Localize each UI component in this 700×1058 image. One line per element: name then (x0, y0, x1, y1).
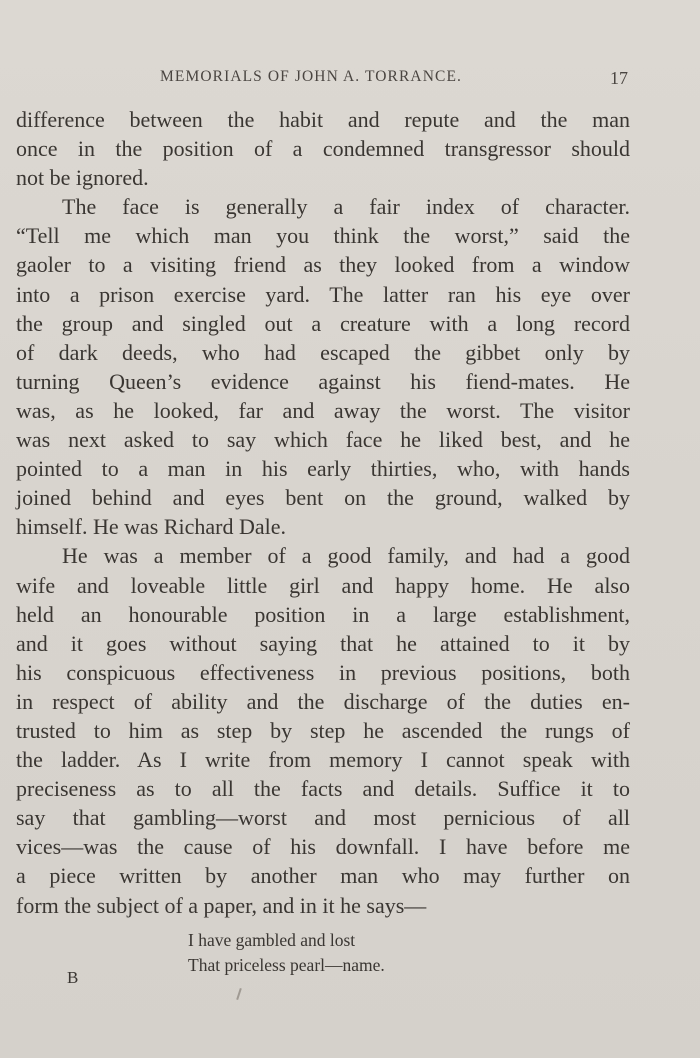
text-line: pointed to a man in his early thirties, who, with hands (16, 456, 630, 482)
page-header (16, 68, 628, 92)
text-line: was next asked to say which face he liked best, and he (16, 427, 630, 453)
text-line: held an honourable position in a large establishment, (16, 601, 630, 627)
text-line: a piece written by another man who may further on (16, 863, 630, 889)
text-line: vices—was the cause of his downfall. I have before me (16, 834, 630, 860)
text-line: He was a member of a good family, and had a good (62, 543, 630, 569)
text-line: himself. He was Richard Dale. (16, 514, 287, 540)
verse-line: I have gambled and lost (188, 930, 356, 950)
text-line: once in the position of a condemned transgressor should (16, 136, 630, 162)
text-line: not be ignored. (16, 165, 149, 191)
text-line: form the subject of a paper, and in it he says— (16, 892, 427, 918)
text-line: of dark deeds, who had escaped the gibbet only by (16, 339, 630, 365)
page-number: 17 (610, 68, 628, 88)
text-line: preciseness as to all the facts and details. Suffice it to (16, 776, 630, 802)
verse-quote (188, 928, 385, 978)
text-line: trusted to him as step by step he ascended the rungs of (16, 717, 630, 743)
text-line: wife and loveable little girl and happy home. He also (16, 572, 630, 598)
stray-mark (236, 988, 242, 1000)
text-line: say that gambling—worst and most pernicious of all (16, 805, 630, 831)
text-line: “Tell me which man you think the worst,” said the (16, 223, 630, 249)
text-line: joined behind and eyes bent on the ground, walked by (16, 485, 630, 511)
text-line: turning Queen’s evidence against his fiend-mates. He (16, 368, 630, 394)
text-line: the ladder. As I write from memory I cannot speak with (16, 747, 630, 773)
text-line: difference between the habit and repute and the man (16, 107, 630, 132)
text-line: The face is generally a fair index of character. (62, 194, 630, 220)
running-title: MEMORIALS OF JOHN A. TORRANCE. (160, 68, 462, 85)
verse-line: That priceless pearl—name. (188, 955, 385, 975)
text-line: his conspicuous effectiveness in previous positions, both (16, 659, 630, 685)
text-line: and it goes without saying that he attained to it by (16, 630, 630, 656)
text-line: into a prison exercise yard. The latter ran his eye over (16, 281, 630, 307)
text-line: in respect of ability and the discharge of the duties en- (16, 688, 630, 714)
signature-mark: B (67, 968, 79, 987)
text-line: the group and singled out a creature with a long record (16, 310, 630, 336)
text-line: was, as he looked, far and away the worst. The visitor (16, 397, 630, 423)
text-line: gaoler to a visiting friend as they looked from a window (16, 252, 630, 278)
body-text (16, 105, 630, 920)
